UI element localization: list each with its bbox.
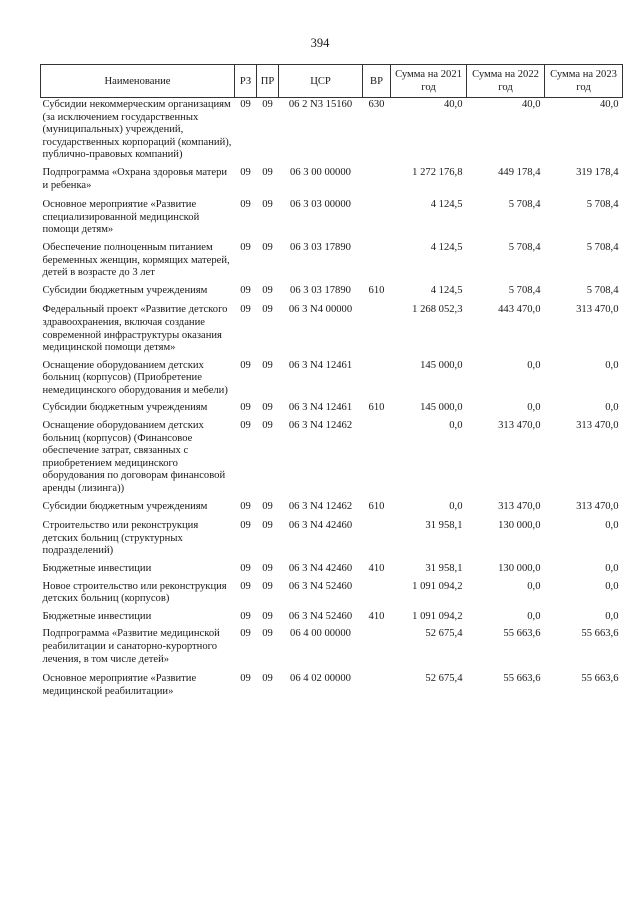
header-rz: РЗ	[235, 65, 257, 98]
cell-sum-2021: 145 000,0	[420, 402, 463, 414]
cell-csr: 06 3 N4 52460	[288, 580, 353, 592]
table-row	[41, 624, 623, 667]
cell-sum-2021: 4 124,5	[430, 199, 463, 211]
cell-sum-2021: 0,0	[449, 420, 463, 432]
cell-sum-2021: 52 675,4	[425, 673, 463, 685]
table-header-row	[41, 65, 623, 98]
cell-vr: 410	[368, 563, 385, 574]
table-row	[41, 607, 623, 625]
cell-csr: 06 3 03 17890	[290, 284, 351, 296]
cell-pr: 09	[262, 673, 273, 685]
cell-sum-2022: 313 470,0	[498, 500, 541, 512]
table-row	[41, 577, 623, 607]
cell-pr: 09	[262, 420, 273, 432]
cell-sum-2022: 130 000,0	[498, 520, 541, 532]
cell-sum-2022: 5 708,4	[508, 241, 541, 253]
cell-rz: 09	[240, 241, 251, 253]
cell-sum-2023: 313 470,0	[576, 304, 619, 316]
cell-sum-2022: 40,0	[521, 99, 541, 110]
cell-pr: 09	[262, 304, 273, 316]
cell-name: Федеральный проект «Развитие детского здравоохранения, включая создание современной инфраструктуры оказания медицинской помощи детям»	[42, 304, 228, 354]
cell-pr: 09	[262, 563, 273, 574]
cell-vr	[363, 416, 391, 497]
cell-vr: 410	[368, 610, 385, 622]
table-body	[41, 98, 623, 700]
cell-sum-2023: 55 663,6	[581, 628, 619, 640]
cell-pr: 09	[262, 520, 273, 532]
cell-rz: 09	[240, 610, 251, 622]
cell-pr: 09	[262, 500, 273, 512]
cell-pr: 09	[262, 99, 273, 110]
cell-name: Основное мероприятие «Развитие специализированной медицинской помощи детям»	[42, 199, 200, 236]
cell-name: Основное мероприятие «Развитие медицинской реабилитации»	[42, 673, 197, 697]
cell-csr: 06 3 00 00000	[290, 166, 351, 178]
cell-pr: 09	[262, 166, 273, 178]
table-row	[41, 497, 623, 515]
cell-sum-2023: 313 470,0	[576, 500, 619, 512]
cell-rz: 09	[240, 304, 251, 316]
header-vr: ВР	[363, 65, 391, 98]
cell-sum-2023: 5 708,4	[586, 284, 619, 296]
cell-rz: 09	[240, 628, 251, 640]
cell-csr: 06 3 N4 00000	[288, 304, 353, 316]
page-number: 394	[310, 36, 330, 50]
header-name: Наименование	[41, 65, 235, 98]
cell-name: Бюджетные инвестиции	[42, 563, 152, 574]
cell-sum-2021: 4 124,5	[430, 284, 463, 296]
cell-csr: 06 3 N4 12461	[288, 402, 353, 414]
cell-vr: 630	[368, 99, 385, 110]
header-sum-2023: Сумма на 2023 год	[545, 65, 623, 98]
cell-sum-2022: 5 708,4	[508, 284, 541, 296]
cell-name: Строительство или реконструкция детских больниц (структурных подразделений)	[42, 520, 199, 557]
cell-csr: 06 3 N4 12462	[288, 500, 353, 512]
cell-pr: 09	[262, 628, 273, 640]
cell-csr: 06 3 03 17890	[290, 241, 351, 253]
cell-pr: 09	[262, 580, 273, 592]
cell-vr	[363, 356, 391, 399]
cell-sum-2022: 55 663,6	[503, 673, 541, 685]
cell-vr	[363, 298, 391, 355]
cell-sum-2021: 1 268 052,3	[412, 304, 463, 316]
cell-sum-2021: 0,0	[449, 500, 463, 512]
cell-name: Субсидии некоммерческим организациям (за исключением государственных (муниципальных) учреждений, государственных корпораций (компаний), публично-правовых компаний)	[42, 99, 232, 161]
cell-sum-2023: 0,0	[605, 359, 619, 371]
cell-rz: 09	[240, 166, 251, 178]
cell-rz: 09	[240, 580, 251, 592]
cell-sum-2022: 0,0	[527, 610, 541, 622]
cell-sum-2021: 52 675,4	[425, 628, 463, 640]
header-sum-2022: Сумма на 2022 год	[467, 65, 545, 98]
cell-sum-2022: 313 470,0	[498, 420, 541, 432]
cell-vr: 610	[368, 402, 385, 414]
cell-name: Субсидии бюджетным учреждениям	[42, 500, 208, 512]
cell-name: Новое строительство или реконструкция детских больниц (корпусов)	[42, 580, 227, 605]
cell-vr	[363, 667, 391, 699]
cell-csr: 06 4 00 00000	[290, 628, 351, 640]
cell-rz: 09	[240, 99, 251, 110]
cell-csr: 06 4 02 00000	[290, 673, 351, 685]
table-row	[41, 667, 623, 699]
cell-sum-2021: 31 958,1	[425, 520, 463, 532]
cell-sum-2023: 313 470,0	[576, 420, 619, 432]
cell-pr: 09	[262, 241, 273, 253]
cell-name: Оснащение оборудованием детских больниц (корпусов) (Финансовое обеспечение затрат, связанных с приобретением медицинского оборудования по договорам финансовой аренды (лизинга))	[42, 420, 226, 495]
cell-sum-2023: 319 178,4	[576, 166, 619, 178]
table-row	[41, 514, 623, 559]
cell-name: Субсидии бюджетным учреждениям	[42, 284, 208, 296]
cell-pr: 09	[262, 359, 273, 371]
cell-pr: 09	[262, 284, 273, 296]
cell-sum-2022: 130 000,0	[498, 563, 541, 574]
cell-sum-2023: 5 708,4	[586, 199, 619, 211]
cell-sum-2023: 0,0	[605, 610, 619, 622]
cell-vr	[363, 238, 391, 281]
cell-sum-2022: 0,0	[527, 359, 541, 371]
cell-name: Оснащение оборудованием детских больниц (корпусов) (Приобретение немедицинского оборудования и мебели)	[42, 359, 228, 396]
cell-sum-2022: 0,0	[527, 580, 541, 592]
cell-rz: 09	[240, 199, 251, 211]
cell-vr: 610	[368, 500, 385, 512]
cell-sum-2022: 55 663,6	[503, 628, 541, 640]
cell-vr	[363, 193, 391, 238]
cell-name: Обеспечение полноценным питанием беременных женщин, кормящих матерей, детей в возрасте до 3 лет	[42, 241, 230, 279]
budget-table	[40, 64, 623, 699]
cell-pr: 09	[262, 199, 273, 211]
cell-sum-2023: 5 708,4	[586, 241, 619, 253]
cell-vr: 610	[368, 284, 385, 296]
table-row	[41, 281, 623, 299]
table-row	[41, 238, 623, 281]
cell-csr: 06 3 N4 12461	[288, 359, 353, 371]
cell-sum-2021: 1 272 176,8	[412, 166, 463, 178]
cell-rz: 09	[240, 563, 251, 574]
cell-sum-2021: 4 124,5	[430, 241, 463, 253]
header-sum-2021: Сумма на 2021 год	[391, 65, 467, 98]
cell-sum-2021: 31 958,1	[425, 563, 463, 574]
cell-pr: 09	[262, 610, 273, 622]
table-row	[41, 398, 623, 416]
cell-sum-2022: 0,0	[527, 402, 541, 414]
cell-rz: 09	[240, 359, 251, 371]
cell-rz: 09	[240, 673, 251, 685]
table-row	[41, 298, 623, 355]
cell-sum-2023: 0,0	[605, 580, 619, 592]
cell-name: Подпрограмма «Развитие медицинской реабилитации и санаторно-курортного лечения, в том числе детей»	[42, 628, 220, 665]
cell-rz: 09	[240, 420, 251, 432]
table-row	[41, 559, 623, 577]
cell-sum-2023: 0,0	[605, 563, 619, 574]
cell-rz: 09	[240, 402, 251, 414]
table-row	[41, 98, 623, 163]
cell-sum-2021: 1 091 094,2	[412, 610, 463, 622]
cell-csr: 06 3 N4 52460	[288, 610, 353, 622]
table-row	[41, 416, 623, 497]
cell-sum-2023: 0,0	[605, 520, 619, 532]
cell-sum-2023: 40,0	[599, 99, 619, 110]
cell-pr: 09	[262, 402, 273, 414]
cell-vr	[363, 514, 391, 559]
cell-rz: 09	[240, 500, 251, 512]
cell-sum-2022: 443 470,0	[498, 304, 541, 316]
cell-sum-2021: 1 091 094,2	[412, 580, 463, 592]
cell-csr: 06 2 N3 15160	[288, 99, 353, 110]
header-csr: ЦСР	[279, 65, 363, 98]
cell-rz: 09	[240, 284, 251, 296]
cell-sum-2023: 55 663,6	[581, 673, 619, 685]
cell-vr	[363, 624, 391, 667]
cell-rz: 09	[240, 520, 251, 532]
cell-csr: 06 3 03 00000	[290, 199, 351, 211]
table-row	[41, 163, 623, 193]
cell-sum-2022: 449 178,4	[498, 166, 541, 178]
cell-sum-2021: 40,0	[443, 99, 463, 110]
cell-csr: 06 3 N4 42460	[288, 520, 353, 532]
cell-vr	[363, 577, 391, 607]
header-pr: ПР	[257, 65, 279, 98]
cell-sum-2023: 0,0	[605, 402, 619, 414]
cell-name: Субсидии бюджетным учреждениям	[42, 402, 208, 414]
cell-name: Бюджетные инвестиции	[42, 610, 152, 622]
table-row	[41, 193, 623, 238]
cell-vr	[363, 163, 391, 193]
cell-sum-2021: 145 000,0	[420, 359, 463, 371]
cell-csr: 06 3 N4 12462	[288, 420, 353, 432]
cell-sum-2022: 5 708,4	[508, 199, 541, 211]
cell-csr: 06 3 N4 42460	[288, 563, 353, 574]
table-row	[41, 356, 623, 399]
cell-name: Подпрограмма «Охрана здоровья матери и ребенка»	[42, 166, 228, 191]
